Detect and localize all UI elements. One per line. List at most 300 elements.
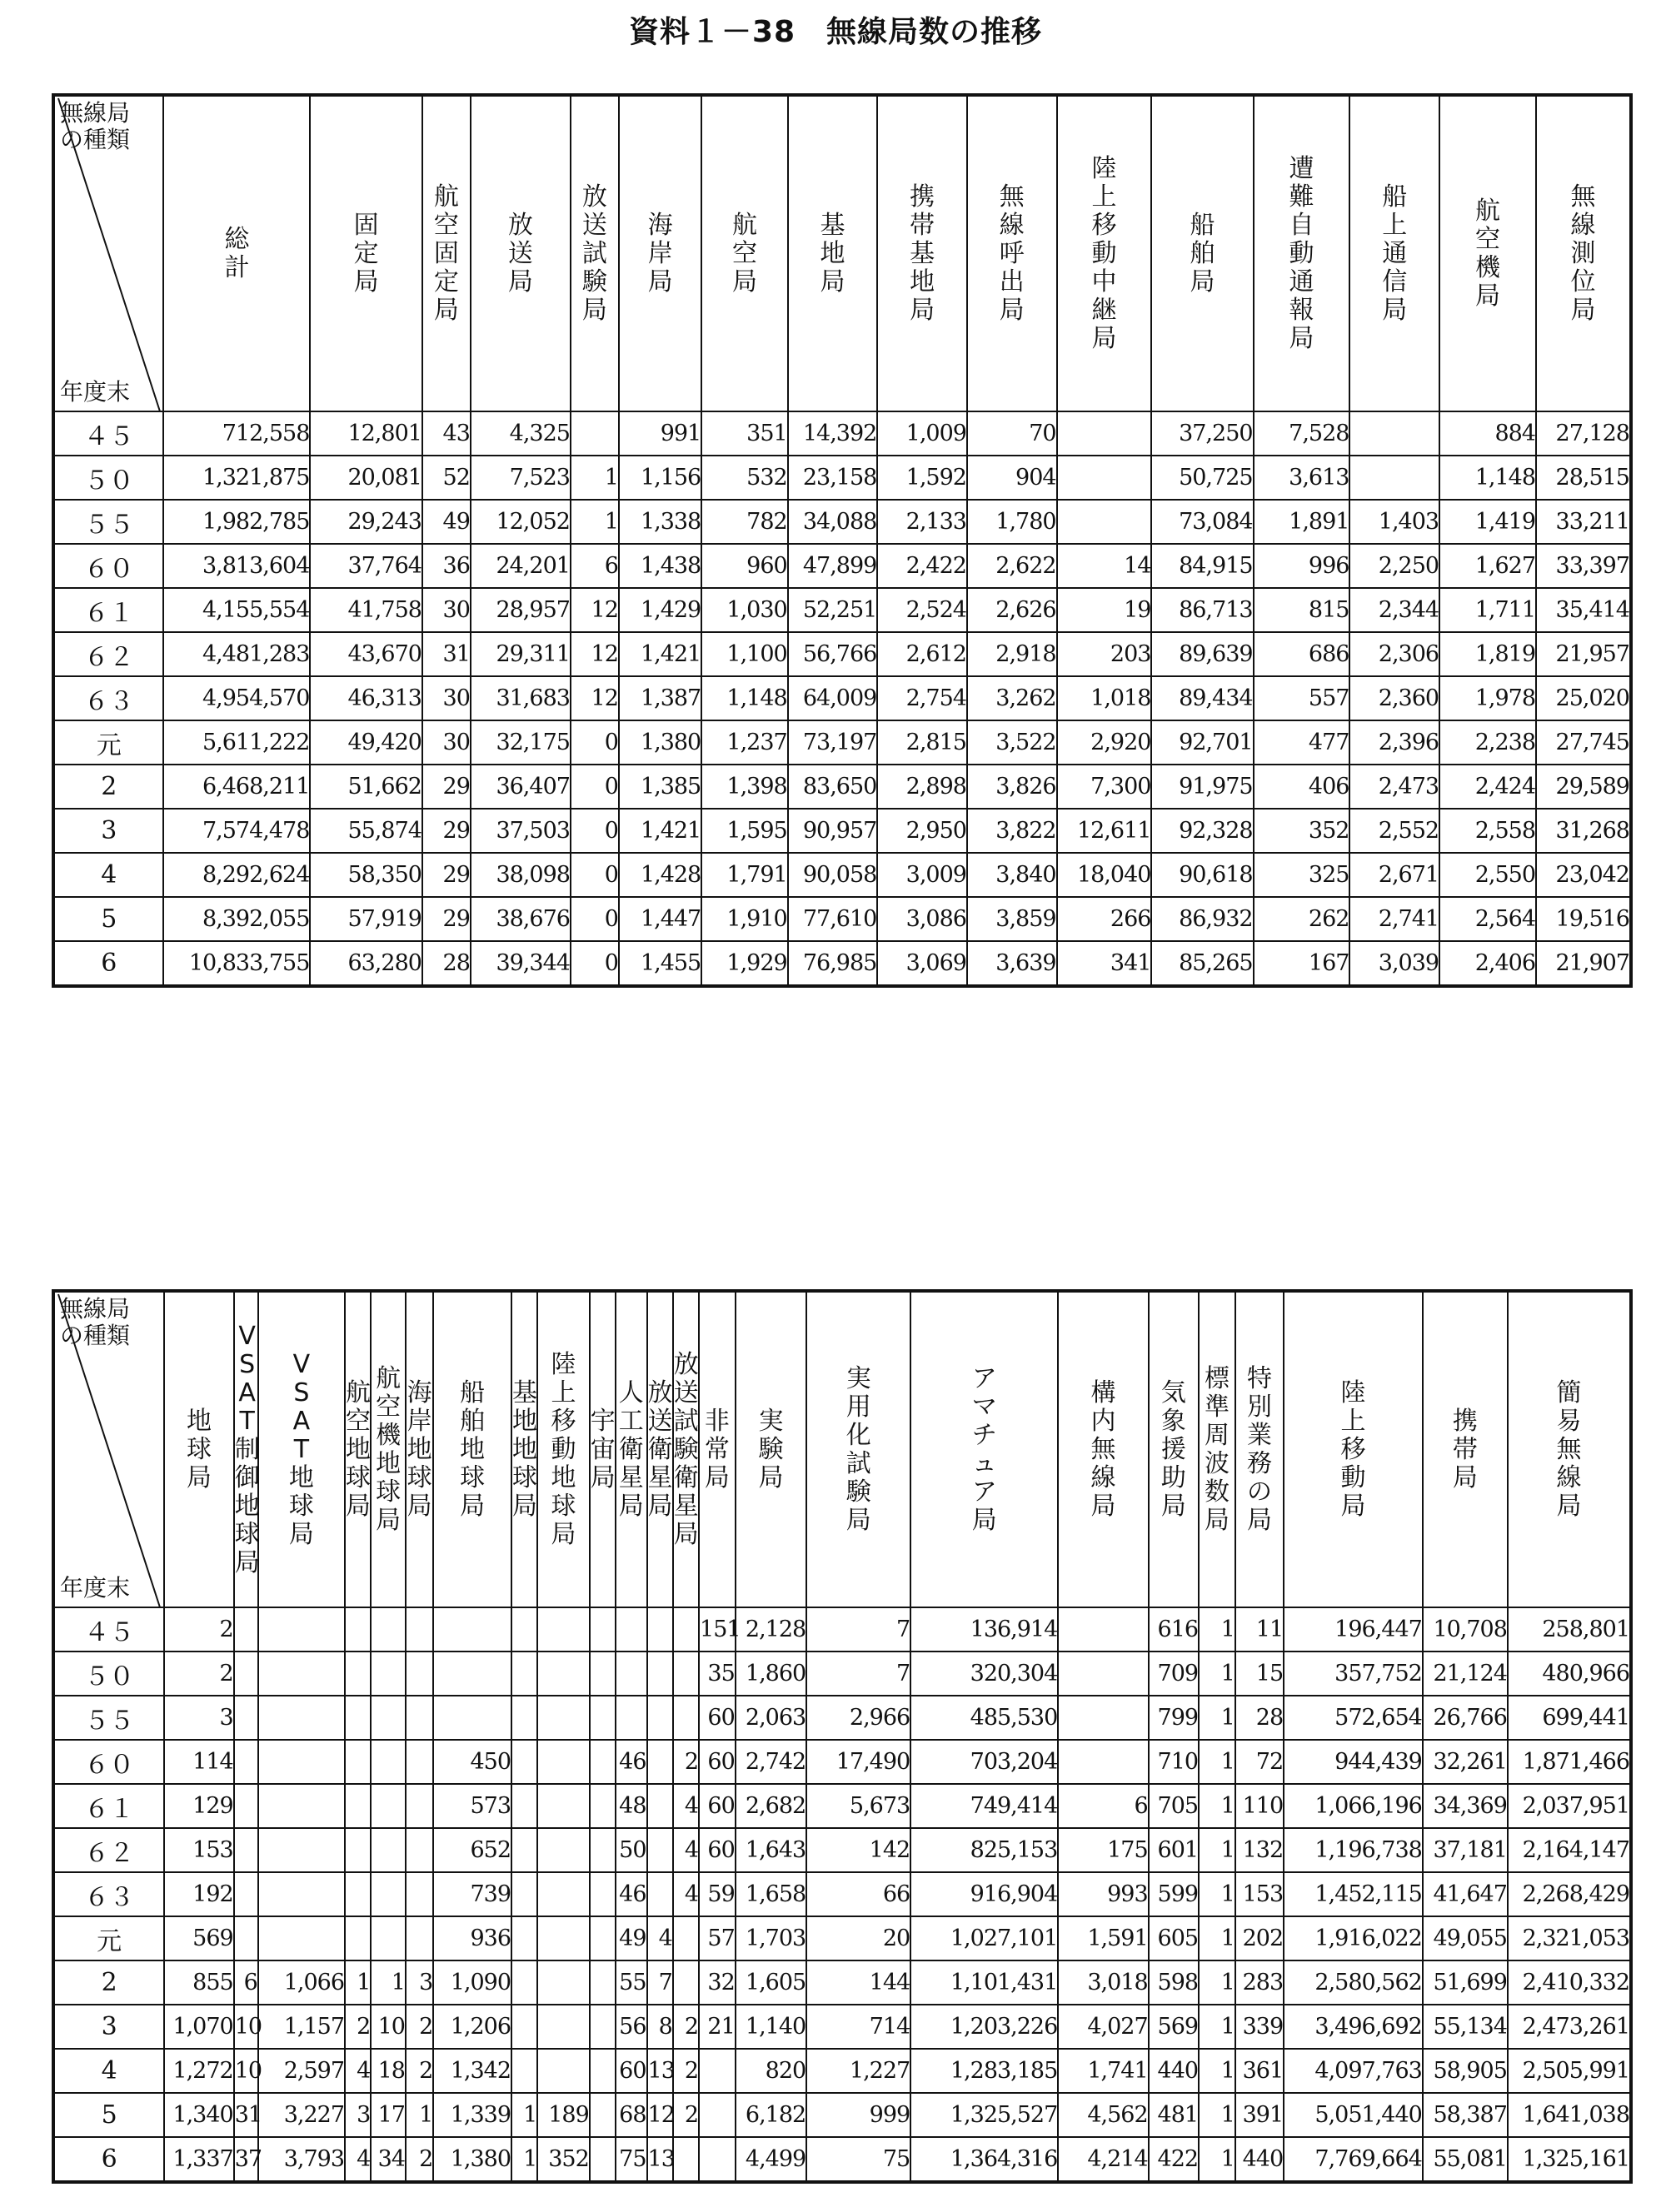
value-cell: 258,801 bbox=[1508, 1607, 1631, 1652]
value-cell: 76,985 bbox=[788, 941, 878, 986]
value-cell: 60 bbox=[616, 2049, 647, 2093]
value-cell: 35 bbox=[699, 1652, 736, 1696]
value-cell bbox=[258, 1607, 345, 1652]
value-cell bbox=[258, 1696, 345, 1740]
value-cell bbox=[258, 1828, 345, 1872]
value-cell: 2 bbox=[673, 2005, 699, 2049]
value-cell: 557 bbox=[1254, 676, 1350, 720]
value-cell: 66 bbox=[806, 1872, 910, 1916]
value-cell: 2,671 bbox=[1349, 853, 1439, 897]
value-cell: 4,027 bbox=[1058, 2005, 1148, 2049]
value-cell: 6,182 bbox=[736, 2093, 806, 2137]
value-cell: 21 bbox=[699, 2005, 736, 2049]
value-cell bbox=[258, 1872, 345, 1916]
value-cell: 73,084 bbox=[1151, 500, 1253, 544]
column-header: 基地地球局 bbox=[511, 1291, 537, 1607]
value-cell: 92,328 bbox=[1151, 809, 1253, 853]
value-cell: 18,040 bbox=[1057, 853, 1152, 897]
value-cell: 3,822 bbox=[967, 809, 1057, 853]
value-cell: 712,558 bbox=[163, 411, 310, 456]
value-cell: 1,916,022 bbox=[1284, 1916, 1423, 1960]
value-cell: 1,643 bbox=[736, 1828, 806, 1872]
value-cell: 28 bbox=[1235, 1696, 1284, 1740]
value-cell: 936 bbox=[433, 1916, 511, 1960]
value-cell: 440 bbox=[1235, 2137, 1284, 2182]
value-cell bbox=[511, 1740, 537, 1784]
value-cell: 361 bbox=[1235, 2049, 1284, 2093]
value-cell: 601 bbox=[1149, 1828, 1199, 1872]
table-row bbox=[53, 1696, 1631, 1740]
value-cell: 4 bbox=[647, 1916, 673, 1960]
value-cell: 4 bbox=[673, 1872, 699, 1916]
value-cell: 2 bbox=[345, 2005, 371, 2049]
value-cell: 60 bbox=[699, 1828, 736, 1872]
value-cell: 153 bbox=[164, 1828, 233, 1872]
value-cell: 31,683 bbox=[471, 676, 571, 720]
value-cell: 1,711 bbox=[1439, 588, 1536, 632]
value-cell: 70 bbox=[967, 411, 1057, 456]
value-cell: 1,066,196 bbox=[1284, 1784, 1423, 1828]
value-cell: 28,515 bbox=[1536, 456, 1631, 500]
value-cell: 422 bbox=[1149, 2137, 1199, 2182]
value-cell: 1,910 bbox=[701, 897, 787, 941]
value-cell: 24,201 bbox=[471, 544, 571, 588]
value-cell: 0 bbox=[571, 941, 619, 986]
value-cell: 782 bbox=[701, 500, 787, 544]
value-cell: 481 bbox=[1149, 2093, 1199, 2137]
value-cell: 2,473 bbox=[1349, 765, 1439, 809]
value-cell: 43 bbox=[422, 411, 471, 456]
value-cell: 29 bbox=[422, 765, 471, 809]
value-cell: 2,037,951 bbox=[1508, 1784, 1631, 1828]
value-cell bbox=[537, 1960, 590, 2005]
year-cell: 元 bbox=[53, 1916, 164, 1960]
value-cell bbox=[511, 2005, 537, 2049]
value-cell: 569 bbox=[1149, 2005, 1199, 2049]
value-cell: 129 bbox=[164, 1784, 233, 1828]
value-cell bbox=[537, 1784, 590, 1828]
value-cell: 440 bbox=[1149, 2049, 1199, 2093]
value-cell: 1,860 bbox=[736, 1652, 806, 1696]
value-cell: 2,966 bbox=[806, 1696, 910, 1740]
value-cell: 90,618 bbox=[1151, 853, 1253, 897]
value-cell bbox=[616, 1607, 647, 1652]
value-cell: 175 bbox=[1058, 1828, 1148, 1872]
value-cell bbox=[345, 1828, 371, 1872]
value-cell: 2,164,147 bbox=[1508, 1828, 1631, 1872]
year-cell: ５５ bbox=[53, 500, 163, 544]
value-cell: 1 bbox=[1199, 1872, 1235, 1916]
value-cell bbox=[590, 1916, 616, 1960]
value-cell: 1,641,038 bbox=[1508, 2093, 1631, 2137]
value-cell bbox=[590, 2137, 616, 2182]
year-cell: ６１ bbox=[53, 1784, 164, 1828]
value-cell: 1,703 bbox=[736, 1916, 806, 1960]
value-cell: 144 bbox=[806, 1960, 910, 2005]
value-cell: 132 bbox=[1235, 1828, 1284, 1872]
value-cell: 50 bbox=[616, 1828, 647, 1872]
value-cell bbox=[537, 2049, 590, 2093]
value-cell: 56 bbox=[616, 2005, 647, 2049]
column-header: 陸上移動局 bbox=[1284, 1291, 1423, 1607]
value-cell: 20,081 bbox=[310, 456, 422, 500]
value-cell: 2,128 bbox=[736, 1607, 806, 1652]
value-cell: 59 bbox=[699, 1872, 736, 1916]
value-cell: 357,752 bbox=[1284, 1652, 1423, 1696]
year-cell: 3 bbox=[53, 2005, 164, 2049]
value-cell: 1,438 bbox=[619, 544, 701, 588]
value-cell: 1 bbox=[1199, 1916, 1235, 1960]
value-cell: 262 bbox=[1254, 897, 1350, 941]
value-cell: 83,650 bbox=[788, 765, 878, 809]
value-cell bbox=[511, 1872, 537, 1916]
value-cell: 2,552 bbox=[1349, 809, 1439, 853]
value-cell bbox=[537, 1740, 590, 1784]
value-cell: 77,610 bbox=[788, 897, 878, 941]
value-cell: 192 bbox=[164, 1872, 233, 1916]
value-cell: 8,392,055 bbox=[163, 897, 310, 941]
value-cell: 189 bbox=[537, 2093, 590, 2137]
value-cell: 2,550 bbox=[1439, 853, 1536, 897]
table-row bbox=[53, 411, 1631, 456]
value-cell: 391 bbox=[1235, 2093, 1284, 2137]
year-cell: ６０ bbox=[53, 1740, 164, 1784]
value-cell bbox=[699, 2049, 736, 2093]
value-cell: 27,128 bbox=[1536, 411, 1631, 456]
value-cell: 17 bbox=[371, 2093, 406, 2137]
value-cell: 4,155,554 bbox=[163, 588, 310, 632]
value-cell: 1,337 bbox=[164, 2137, 233, 2182]
value-cell: 136,914 bbox=[910, 1607, 1058, 1652]
value-cell: 1,070 bbox=[164, 2005, 233, 2049]
value-cell: 266 bbox=[1057, 897, 1152, 941]
value-cell bbox=[371, 1652, 406, 1696]
value-cell bbox=[537, 1916, 590, 1960]
value-cell: 12 bbox=[571, 588, 619, 632]
value-cell: 36 bbox=[422, 544, 471, 588]
table-row bbox=[53, 2093, 1631, 2137]
value-cell: 815 bbox=[1254, 588, 1350, 632]
value-cell: 1,338 bbox=[619, 500, 701, 544]
value-cell bbox=[590, 2049, 616, 2093]
value-cell: 34 bbox=[371, 2137, 406, 2182]
value-cell: 2,558 bbox=[1439, 809, 1536, 853]
value-cell bbox=[647, 1607, 673, 1652]
year-cell: 5 bbox=[53, 2093, 164, 2137]
column-header: 特別業務の局 bbox=[1235, 1291, 1284, 1607]
value-cell: 12 bbox=[571, 676, 619, 720]
value-cell: 1,030 bbox=[701, 588, 787, 632]
value-cell: 1 bbox=[1199, 1652, 1235, 1696]
table-row bbox=[53, 588, 1631, 632]
column-header: 航空機地球局 bbox=[371, 1291, 406, 1607]
value-cell bbox=[647, 1740, 673, 1784]
value-cell: 1,027,101 bbox=[910, 1916, 1058, 1960]
value-cell: 884 bbox=[1439, 411, 1536, 456]
value-cell: 0 bbox=[571, 765, 619, 809]
value-cell bbox=[433, 1607, 511, 1652]
value-cell: 46,313 bbox=[310, 676, 422, 720]
corner-header bbox=[53, 1291, 164, 1607]
value-cell: 0 bbox=[571, 809, 619, 853]
value-cell bbox=[406, 1696, 433, 1740]
value-cell: 1,592 bbox=[877, 456, 967, 500]
value-cell: 196,447 bbox=[1284, 1607, 1423, 1652]
value-cell: 110 bbox=[1235, 1784, 1284, 1828]
year-cell: 6 bbox=[53, 2137, 164, 2182]
value-cell: 46 bbox=[616, 1872, 647, 1916]
value-cell: 485,530 bbox=[910, 1696, 1058, 1740]
value-cell: 1 bbox=[1199, 1740, 1235, 1784]
value-cell: 1,227 bbox=[806, 2049, 910, 2093]
value-cell bbox=[406, 1652, 433, 1696]
column-header: 船上通信局 bbox=[1349, 95, 1439, 411]
value-cell: 3,826 bbox=[967, 765, 1057, 809]
value-cell: 749,414 bbox=[910, 1784, 1058, 1828]
value-cell: 46 bbox=[616, 1740, 647, 1784]
year-cell: ６３ bbox=[53, 676, 163, 720]
value-cell bbox=[1349, 456, 1439, 500]
column-header: 航空固定局 bbox=[422, 95, 471, 411]
value-cell: 49 bbox=[616, 1916, 647, 1960]
column-header: 固定局 bbox=[310, 95, 422, 411]
table-row bbox=[53, 632, 1631, 676]
value-cell: 2,238 bbox=[1439, 720, 1536, 765]
value-cell bbox=[1057, 500, 1152, 544]
value-cell bbox=[616, 1696, 647, 1740]
value-cell bbox=[590, 1960, 616, 2005]
value-cell: 820 bbox=[736, 2049, 806, 2093]
column-header: 陸上移動中継局 bbox=[1057, 95, 1152, 411]
value-cell: 114 bbox=[164, 1740, 233, 1784]
value-cell: 2 bbox=[406, 2137, 433, 2182]
value-cell: 64,009 bbox=[788, 676, 878, 720]
value-cell: 1,398 bbox=[701, 765, 787, 809]
column-header: 実用化試験局 bbox=[806, 1291, 910, 1607]
value-cell: 31,268 bbox=[1536, 809, 1631, 853]
value-cell: 7,769,664 bbox=[1284, 2137, 1423, 2182]
value-cell: 27,745 bbox=[1536, 720, 1631, 765]
value-cell: 1 bbox=[406, 2093, 433, 2137]
page-title: 資料１－38 無線局数の推移 bbox=[628, 15, 1043, 49]
value-cell: 3,496,692 bbox=[1284, 2005, 1423, 2049]
value-cell: 1,100 bbox=[701, 632, 787, 676]
value-cell: 43,670 bbox=[310, 632, 422, 676]
year-cell: 5 bbox=[53, 897, 163, 941]
value-cell bbox=[406, 1784, 433, 1828]
value-cell: 30 bbox=[422, 588, 471, 632]
value-cell: 1,978 bbox=[1439, 676, 1536, 720]
value-cell: 55,081 bbox=[1423, 2137, 1508, 2182]
value-cell: 7 bbox=[806, 1652, 910, 1696]
table-row bbox=[53, 720, 1631, 765]
value-cell: 3,227 bbox=[258, 2093, 345, 2137]
value-cell: 203 bbox=[1057, 632, 1152, 676]
value-cell: 50,725 bbox=[1151, 456, 1253, 500]
value-cell: 2,612 bbox=[877, 632, 967, 676]
value-cell: 7,574,478 bbox=[163, 809, 310, 853]
value-cell bbox=[590, 1652, 616, 1696]
value-cell: 1,421 bbox=[619, 809, 701, 853]
value-cell: 450 bbox=[433, 1740, 511, 1784]
corner-label-type: 無線局 の種類 bbox=[60, 1295, 131, 1349]
value-cell bbox=[511, 2049, 537, 2093]
value-cell: 1,325,161 bbox=[1508, 2137, 1631, 2182]
value-cell: 3,009 bbox=[877, 853, 967, 897]
value-cell: 3 bbox=[345, 2093, 371, 2137]
value-cell: 18 bbox=[371, 2049, 406, 2093]
value-cell: 1,428 bbox=[619, 853, 701, 897]
table-row bbox=[53, 1652, 1631, 1696]
value-cell bbox=[1349, 411, 1439, 456]
value-cell bbox=[371, 1872, 406, 1916]
value-cell: 19,516 bbox=[1536, 897, 1631, 941]
value-cell: 2,918 bbox=[967, 632, 1057, 676]
value-cell: 73,197 bbox=[788, 720, 878, 765]
value-cell: 1,321,875 bbox=[163, 456, 310, 500]
value-cell bbox=[345, 1652, 371, 1696]
year-cell: ４５ bbox=[53, 411, 163, 456]
column-header: 総計 bbox=[163, 95, 310, 411]
value-cell: 2,682 bbox=[736, 1784, 806, 1828]
value-cell bbox=[590, 1696, 616, 1740]
value-cell: 4 bbox=[345, 2049, 371, 2093]
value-cell: 2,410,332 bbox=[1508, 1960, 1631, 2005]
value-cell: 38,098 bbox=[471, 853, 571, 897]
value-cell bbox=[590, 1828, 616, 1872]
station-count-table-2 bbox=[52, 1289, 1633, 2184]
value-cell bbox=[673, 1960, 699, 2005]
value-cell: 1,403 bbox=[1349, 500, 1439, 544]
value-cell: 2,754 bbox=[877, 676, 967, 720]
column-header: 実験局 bbox=[736, 1291, 806, 1607]
column-header: 放送試験局 bbox=[571, 95, 619, 411]
table-row bbox=[53, 500, 1631, 544]
value-cell: 29,589 bbox=[1536, 765, 1631, 809]
value-cell: 41,758 bbox=[310, 588, 422, 632]
year-cell: 4 bbox=[53, 2049, 164, 2093]
value-cell: 2,815 bbox=[877, 720, 967, 765]
value-cell bbox=[345, 1916, 371, 1960]
column-header: 宇宙局 bbox=[590, 1291, 616, 1607]
value-cell: 84,915 bbox=[1151, 544, 1253, 588]
value-cell: 572,654 bbox=[1284, 1696, 1423, 1740]
value-cell: 49 bbox=[422, 500, 471, 544]
value-cell: 3,613 bbox=[1254, 456, 1350, 500]
value-cell: 2 bbox=[673, 1740, 699, 1784]
value-cell: 1,066 bbox=[258, 1960, 345, 2005]
value-cell: 705 bbox=[1149, 1784, 1199, 1828]
value-cell: 37 bbox=[234, 2137, 258, 2182]
column-header: VSAT地球局 bbox=[258, 1291, 345, 1607]
value-cell: 85,265 bbox=[1151, 941, 1253, 986]
value-cell: 406 bbox=[1254, 765, 1350, 809]
column-header: 放送衛星局 bbox=[647, 1291, 673, 1607]
value-cell: 86,932 bbox=[1151, 897, 1253, 941]
value-cell: 1 bbox=[1199, 2093, 1235, 2137]
value-cell: 3,086 bbox=[877, 897, 967, 941]
value-cell bbox=[371, 1696, 406, 1740]
value-cell: 58,387 bbox=[1423, 2093, 1508, 2137]
value-cell bbox=[590, 2093, 616, 2137]
value-cell bbox=[511, 1960, 537, 2005]
value-cell: 3,069 bbox=[877, 941, 967, 986]
value-cell: 1,982,785 bbox=[163, 500, 310, 544]
year-cell: ６２ bbox=[53, 632, 163, 676]
value-cell bbox=[234, 1740, 258, 1784]
value-cell: 351 bbox=[701, 411, 787, 456]
value-cell: 13 bbox=[647, 2049, 673, 2093]
table-row bbox=[53, 544, 1631, 588]
value-cell: 2,396 bbox=[1349, 720, 1439, 765]
value-cell: 2,473,261 bbox=[1508, 2005, 1631, 2049]
value-cell: 352 bbox=[537, 2137, 590, 2182]
value-cell: 4,097,763 bbox=[1284, 2049, 1423, 2093]
value-cell: 3,039 bbox=[1349, 941, 1439, 986]
table-row bbox=[53, 676, 1631, 720]
value-cell: 1,380 bbox=[619, 720, 701, 765]
value-cell: 51,662 bbox=[310, 765, 422, 809]
value-cell: 10 bbox=[371, 2005, 406, 2049]
corner-label-year: 年度末 bbox=[60, 378, 131, 406]
value-cell: 10 bbox=[234, 2049, 258, 2093]
value-cell: 3 bbox=[164, 1696, 233, 1740]
value-cell bbox=[433, 1652, 511, 1696]
value-cell: 2,360 bbox=[1349, 676, 1439, 720]
value-cell: 14,392 bbox=[788, 411, 878, 456]
value-cell: 2,564 bbox=[1439, 897, 1536, 941]
value-cell bbox=[371, 1740, 406, 1784]
value-cell: 31 bbox=[422, 632, 471, 676]
value-cell: 3,639 bbox=[967, 941, 1057, 986]
value-cell: 2,063 bbox=[736, 1696, 806, 1740]
value-cell: 1,272 bbox=[164, 2049, 233, 2093]
value-cell: 2 bbox=[164, 1607, 233, 1652]
table-row bbox=[53, 1872, 1631, 1916]
value-cell bbox=[1058, 1740, 1148, 1784]
value-cell: 0 bbox=[571, 720, 619, 765]
value-cell: 1 bbox=[571, 500, 619, 544]
value-cell: 37,181 bbox=[1423, 1828, 1508, 1872]
value-cell bbox=[406, 1828, 433, 1872]
column-header: 無線測位局 bbox=[1536, 95, 1631, 411]
value-cell: 1,148 bbox=[701, 676, 787, 720]
value-cell: 477 bbox=[1254, 720, 1350, 765]
value-cell: 75 bbox=[616, 2137, 647, 2182]
value-cell: 36,407 bbox=[471, 765, 571, 809]
value-cell: 1 bbox=[1199, 1828, 1235, 1872]
value-cell: 34,369 bbox=[1423, 1784, 1508, 1828]
value-cell: 1,658 bbox=[736, 1872, 806, 1916]
value-cell: 339 bbox=[1235, 2005, 1284, 2049]
value-cell: 3 bbox=[406, 1960, 433, 2005]
year-cell: 4 bbox=[53, 853, 163, 897]
value-cell: 57,919 bbox=[310, 897, 422, 941]
value-cell: 4,954,570 bbox=[163, 676, 310, 720]
value-cell: 2,344 bbox=[1349, 588, 1439, 632]
year-cell: ５５ bbox=[53, 1696, 164, 1740]
value-cell: 7 bbox=[647, 1960, 673, 2005]
value-cell: 1,206 bbox=[433, 2005, 511, 2049]
value-cell: 20 bbox=[806, 1916, 910, 1960]
value-cell: 153 bbox=[1235, 1872, 1284, 1916]
value-cell: 2 bbox=[673, 2049, 699, 2093]
value-cell: 1,342 bbox=[433, 2049, 511, 2093]
value-cell bbox=[537, 1652, 590, 1696]
table-row bbox=[53, 456, 1631, 500]
table-row bbox=[53, 1607, 1631, 1652]
column-header: 地球局 bbox=[164, 1291, 233, 1607]
